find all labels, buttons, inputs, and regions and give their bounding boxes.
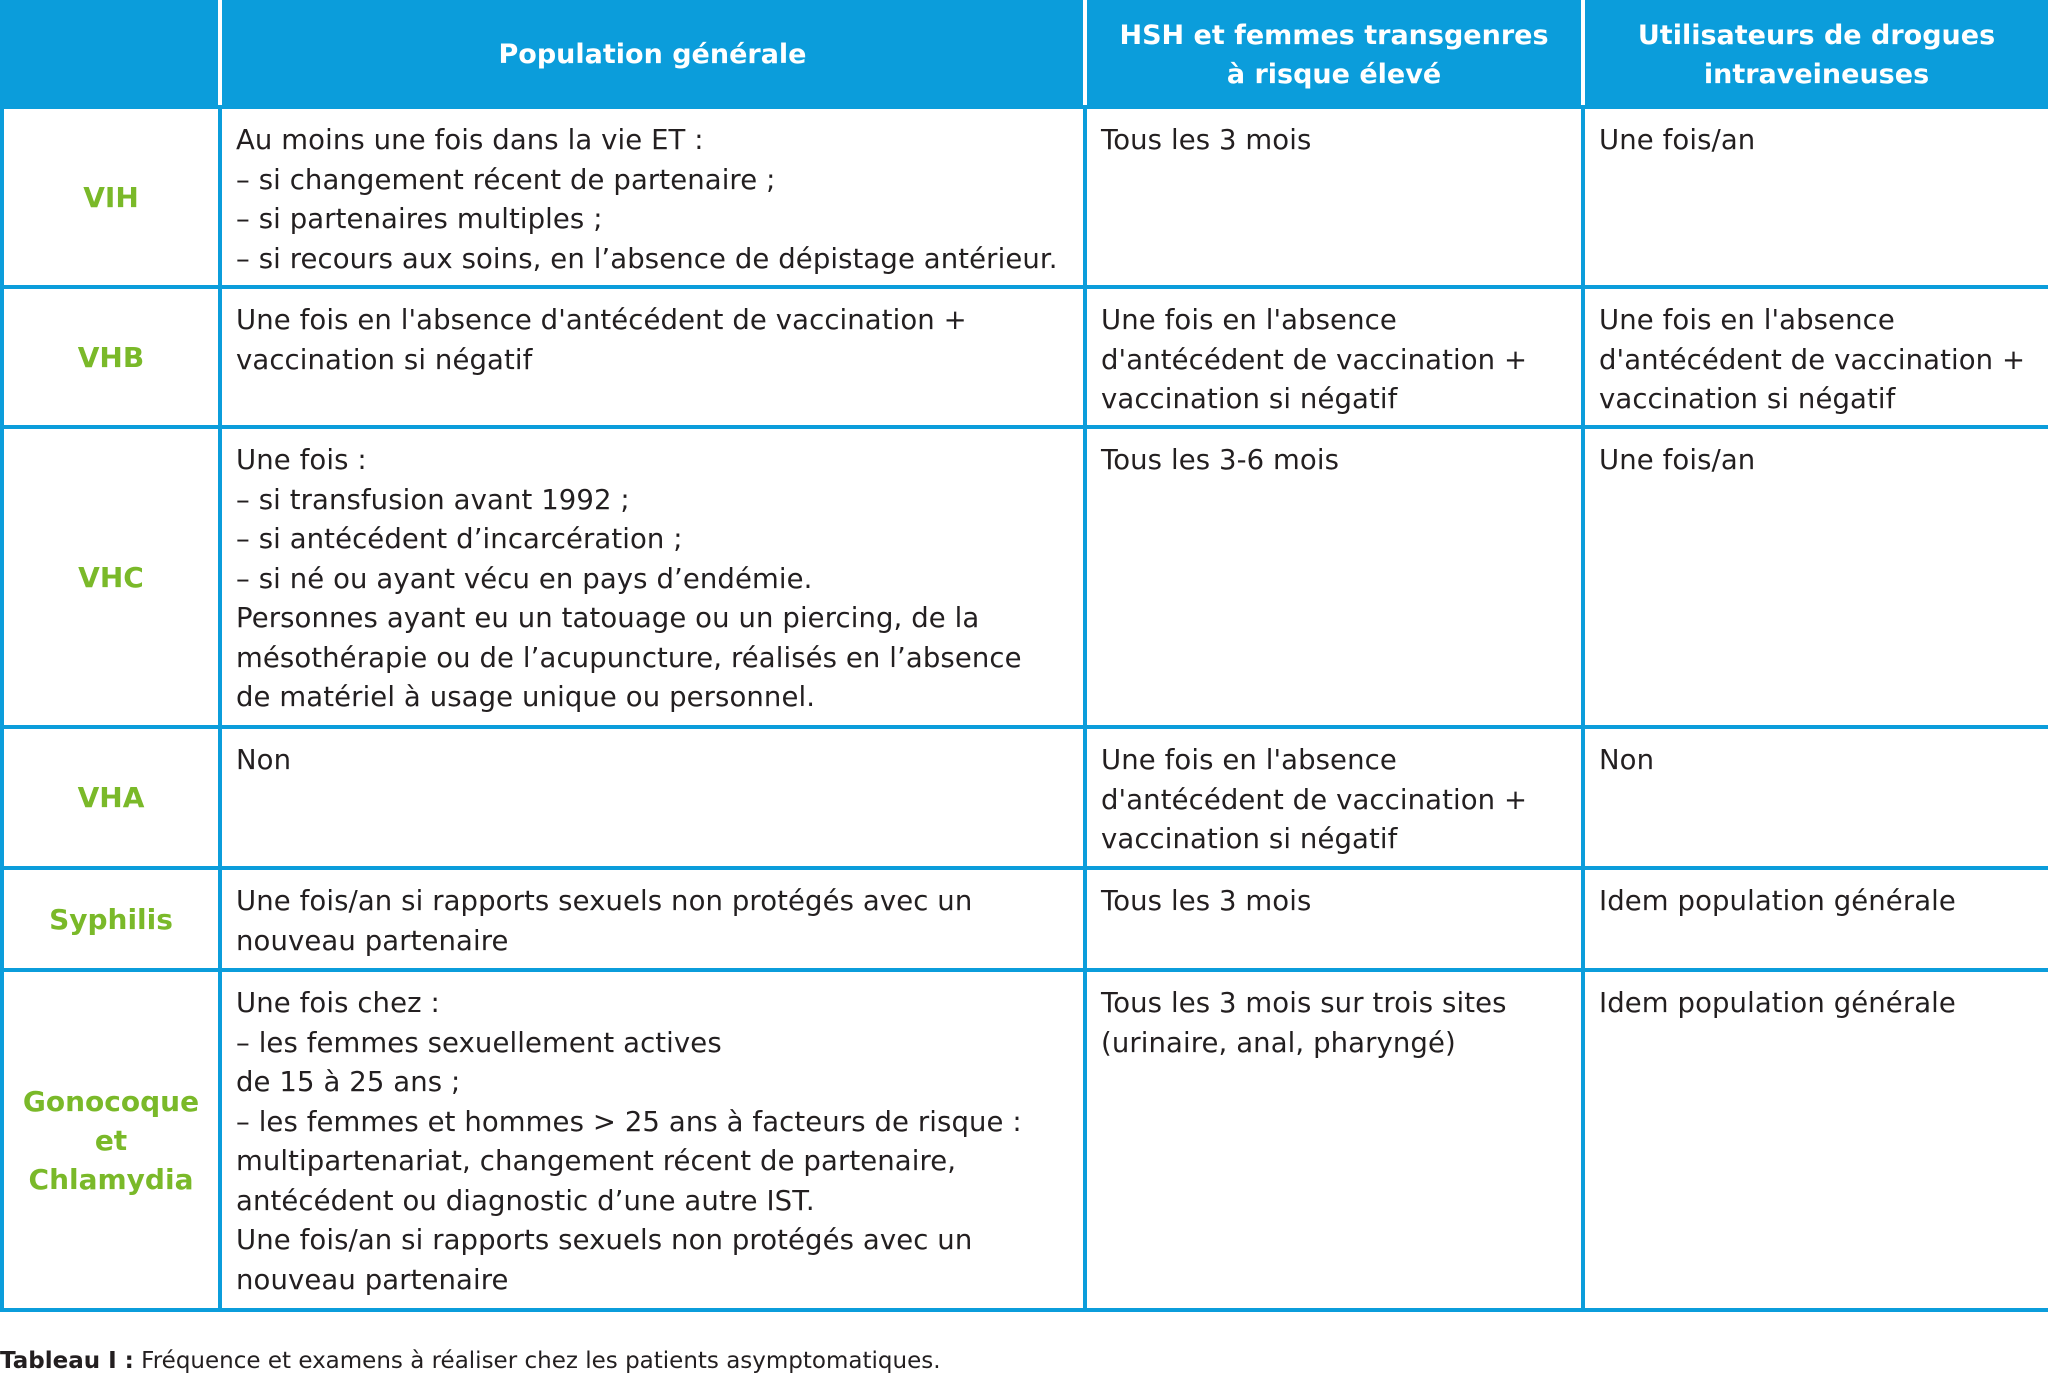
row-label-syphilis: Syphilis [2,868,220,970]
row-label-vha: VHA [2,727,220,868]
table-row [2,868,2048,970]
table-row [2,287,2048,427]
cell-syphilis-hsh: Tous les 3 mois [1085,868,1583,970]
header-corner [2,2,220,107]
cell-vhc-general: Une fois : – si transfusion avant 1992 ; – si antécédent d’incarcération ; – si né ou ayant vécu en pays d’endémie. Personnes ayant eu un tatouage ou un piercing, de la mésothérapie ou de l’acupuncture, réalisés en l’absence de matériel à usage unique ou personnel. [220,427,1085,727]
cell-vhb-hsh: Une fois en l'absence d'antécédent de vaccination + vaccination si négatif [1085,287,1583,427]
cell-vhc-udi: Une fois/an [1583,427,2048,727]
cell-vih-hsh: Tous les 3 mois [1085,107,1583,287]
cell-syphilis-udi: Idem population générale [1583,868,2048,970]
header-hsh-femmes-transgenres: HSH et femmes transgenres à risque élevé [1085,2,1583,107]
table-row [2,727,2048,868]
caption-label: Tableau I : [0,1348,134,1374]
cell-gonocoque-udi: Idem population générale [1583,970,2048,1310]
row-label-gonocoque-chlamydia: Gonocoque et Chlamydia [2,970,220,1310]
cell-gonocoque-general: Une fois chez : – les femmes sexuellement actives de 15 à 25 ans ; – les femmes et hommes > 25 ans à facteurs de risque : multipartenariat, changement récent de partenaire, antécédent ou diagnostic d’une autre IST. Une fois/an si rapports sexuels non protégés avec un nouveau partenaire [220,970,1085,1310]
cell-syphilis-general: Une fois/an si rapports sexuels non protégés avec un nouveau partenaire [220,868,1085,970]
cell-vhc-hsh: Tous les 3-6 mois [1085,427,1583,727]
row-label-vih: VIH [2,107,220,287]
cell-vhb-udi: Une fois en l'absence d'antécédent de vaccination + vaccination si négatif [1583,287,2048,427]
table-row [2,427,2048,727]
header-population-generale: Population générale [220,2,1085,107]
table-row [2,107,2048,287]
table-caption [0,1346,941,1376]
header-row [2,2,2048,107]
cell-gonocoque-hsh: Tous les 3 mois sur trois sites (urinaire, anal, pharyngé) [1085,970,1583,1310]
cell-vih-udi: Une fois/an [1583,107,2048,287]
cell-vha-hsh: Une fois en l'absence d'antécédent de vaccination + vaccination si négatif [1085,727,1583,868]
cell-vih-general: Au moins une fois dans la vie ET : – si changement récent de partenaire ; – si partenaires multiples ; – si recours aux soins, en l’absence de dépistage antérieur. [220,107,1085,287]
row-label-vhb: VHB [2,287,220,427]
cell-vha-udi: Non [1583,727,2048,868]
cell-vhb-general: Une fois en l'absence d'antécédent de vaccination + vaccination si négatif [220,287,1085,427]
cell-vha-general: Non [220,727,1085,868]
caption-text: Fréquence et examens à réaliser chez les patients asymptomatiques. [133,1348,941,1374]
header-utilisateurs-drogues: Utilisateurs de drogues intraveineuses [1583,2,2048,107]
table-row [2,970,2048,1310]
row-label-vhc: VHC [2,427,220,727]
